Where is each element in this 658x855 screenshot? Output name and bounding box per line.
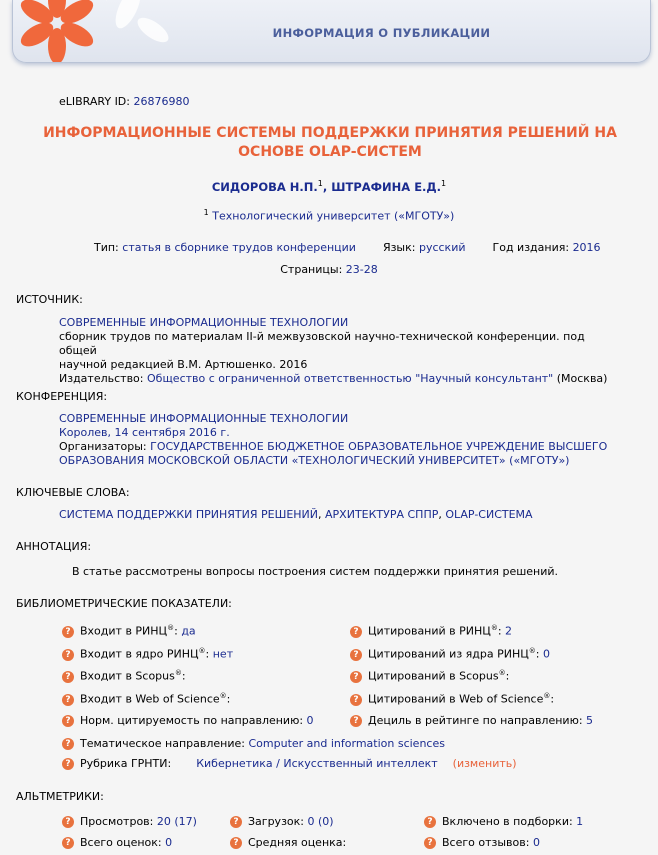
alt-reviews [424, 836, 540, 849]
publication-meta [94, 241, 601, 254]
collections-label: Включено в подборки: [442, 815, 573, 828]
organizers-label: Организаторы: [59, 440, 147, 453]
keyword-link[interactable]: АРХИТЕКТУРА СППР [325, 508, 439, 521]
elibrary-id [59, 95, 189, 108]
biblio-norm-label: Норм. цитируемость по направлению: [80, 714, 304, 727]
decile-label: Дециль в рейтинге по направлению: [368, 714, 583, 727]
publication-title-line1: ИНФОРМАЦИОННЫЕ СИСТЕМЫ ПОДДЕРЖКИ ПРИНЯТИЯ РЕШЕНИЙ НА [43, 125, 617, 141]
help-icon[interactable]: ? [62, 715, 74, 727]
author-affil-sup: 1 [317, 179, 323, 188]
conference-name-link[interactable]: СОВРЕМЕННЫЕ ИНФОРМАЦИОННЫЕ ТЕХНОЛОГИИ [59, 412, 349, 425]
organizer-link-line2[interactable]: ОБРАЗОВАНИЯ МОСКОВСКОЙ ОБЛАСТИ «ТЕХНОЛОГИЧЕСКИЙ УНИВЕРСИТЕТ» («МГОТУ») [59, 454, 570, 467]
language-label: Язык: [382, 241, 416, 254]
topic-label: Тематическое направление: [80, 737, 245, 750]
author-link[interactable]: ШТРАФИНА Е.Д. [331, 179, 442, 194]
views-value: 20 (17) [156, 815, 197, 828]
organizer-link[interactable]: ГОСУДАРСТВЕННОЕ БЮДЖЕТНОЕ ОБРАЗОВАТЕЛЬНОЕ УЧРЕЖДЕНИЕ ВЫСШЕГО [150, 440, 608, 453]
cit-wos-label: Цитирований в Web of Science [368, 692, 544, 706]
biblio-norm [62, 714, 314, 727]
altmetrics-heading: АЛЬТМЕТРИКИ: [16, 790, 104, 803]
keywords-list [59, 508, 619, 522]
publisher-link[interactable]: Общество с ограниченной ответственностью "Научный консультант" [147, 372, 554, 385]
avg-label: Средняя оценка: [248, 836, 347, 849]
help-icon[interactable]: ? [350, 694, 362, 706]
pages-value: 23-28 [345, 263, 378, 276]
reg-mark: ® [219, 692, 227, 700]
affiliation [0, 208, 658, 223]
keywords-heading: КЛЮЧЕВЫЕ СЛОВА: [16, 486, 130, 499]
grnti-label: Рубрика ГРНТИ: [80, 757, 172, 770]
affiliation-name: Технологический университет («МГОТУ») [212, 209, 455, 223]
help-icon[interactable]: ? [350, 649, 362, 661]
reviews-value: 0 [532, 836, 540, 849]
ratings-label: Всего оценок: [80, 836, 162, 849]
help-icon[interactable]: ? [424, 837, 436, 849]
authors: СИДОРОВА Н.П.$^1$, ШТРАФИНА Е.Д.$^1$ [211, 179, 447, 194]
views-label: Просмотров: [80, 815, 154, 828]
help-icon[interactable]: ? [230, 816, 242, 828]
biblio-cit-rinc: ? Цитирований в РИНЦ®: 2 [350, 624, 512, 638]
conference-block [59, 412, 619, 468]
biblio-rinc: ? Входит в РИНЦ®: да [62, 624, 196, 638]
language-value: русский [418, 241, 466, 254]
help-icon[interactable]: ? [62, 837, 74, 849]
alt-collections [424, 815, 583, 828]
help-icon[interactable]: ? [62, 649, 74, 661]
grnti-sep: / [276, 757, 280, 770]
pages [0, 263, 658, 276]
alt-downloads [230, 815, 334, 828]
decile-value: 5 [586, 714, 594, 727]
page-header [12, 0, 651, 63]
collections-value: 1 [576, 815, 584, 828]
alt-ratings [62, 836, 172, 849]
header-title: ИНФОРМАЦИЯ О ПУБЛИКАЦИИ [272, 26, 491, 40]
reg-mark: ® [498, 669, 506, 677]
reg-mark: ® [174, 669, 182, 677]
biblio-cit-scopus: ? Цитирований в Scopus®: [350, 669, 509, 683]
source-desc-line1: сборник трудов по материалам II-й межвузовской научно-технической конференции. под общей [59, 330, 585, 357]
source-name-link[interactable]: СОВРЕМЕННЫЕ ИНФОРМАЦИОННЫЕ ТЕХНОЛОГИИ [59, 316, 349, 329]
keyword-sep: , [318, 508, 326, 521]
help-icon[interactable]: ? [350, 715, 362, 727]
ratings-value: 0 [165, 836, 173, 849]
biblio-scopus-label: Входит в Scopus [80, 669, 175, 683]
source-block [59, 316, 619, 386]
source-desc-line2: научной редакцией В.М. Артюшенко. 2016 [59, 358, 308, 371]
publication-title-line2: ОСНОВЕ OLAP-СИСТЕМ [238, 144, 422, 160]
help-icon[interactable]: ? [230, 837, 242, 849]
reg-mark: ® [198, 647, 206, 655]
grnti-link[interactable]: Искусственный интеллект [283, 757, 438, 770]
downloads-value: 0 (0) [307, 815, 334, 828]
alt-views [62, 815, 197, 828]
conference-org [59, 440, 619, 454]
publication-title [40, 124, 620, 162]
publisher-label: Издательство: [59, 372, 144, 385]
year-label: Год издания: [492, 241, 570, 254]
reg-mark: ® [167, 624, 175, 632]
biblio-wos-label: Входит в Web of Science [80, 692, 220, 706]
source-publisher [59, 372, 619, 386]
help-icon[interactable]: ? [62, 738, 74, 750]
biblio-topic [62, 737, 445, 750]
keyword-sep: , [438, 508, 446, 521]
source-heading: ИСТОЧНИК: [16, 293, 83, 306]
reg-mark: ® [490, 624, 498, 632]
biblio-core-value: нет [212, 647, 234, 661]
year-value: 2016 [572, 241, 601, 254]
biblio-decile [350, 714, 593, 727]
conference-heading: КОНФЕРЕНЦИЯ: [16, 390, 108, 403]
affiliation-sup: 1 [203, 208, 209, 217]
change-close: ) [512, 757, 517, 770]
biblio-norm-value: 0 [306, 714, 314, 727]
pages-label: Страницы: [280, 263, 343, 276]
topic-value: Computer and information sciences [248, 737, 445, 750]
help-icon[interactable]: ? [62, 671, 74, 683]
biblio-cit-wos: ? Цитирований в Web of Science®: [350, 692, 554, 706]
change-open: ( [452, 757, 457, 770]
author-affil-sup: 1 [441, 179, 447, 188]
reg-mark: ® [543, 692, 551, 700]
help-icon[interactable]: ? [350, 671, 362, 683]
cit-core-value: 0 [542, 647, 550, 661]
publisher-city: (Москва) [556, 372, 608, 385]
conference-place-date: Королев, 14 сентября 2016 г. [59, 426, 230, 439]
cit-rinc-label: Цитирований в РИНЦ [368, 624, 491, 638]
keyword-link[interactable]: СИСТЕМА ПОДДЕРЖКИ ПРИНЯТИЯ РЕШЕНИЙ [59, 508, 319, 521]
biblio-wos: ? Входит в Web of Science®: [62, 692, 230, 706]
change-link[interactable]: изменить [456, 757, 513, 770]
biblio-rinc-label: Входит в РИНЦ [80, 624, 168, 638]
elibrary-id-value: 26876980 [133, 95, 190, 108]
downloads-label: Загрузок: [248, 815, 304, 828]
type-value: статья в сборнике трудов конференции [122, 241, 356, 254]
elibrary-id-label: eLIBRARY ID: [59, 95, 130, 108]
cit-scopus-label: Цитирований в Scopus [368, 669, 499, 683]
help-icon[interactable]: ? [62, 626, 74, 638]
help-icon[interactable]: ? [350, 626, 362, 638]
type-label: Тип: [94, 241, 119, 254]
annotation-text: В статье рассмотрены вопросы построения систем поддержки принятия решений. [71, 565, 559, 578]
help-icon[interactable]: ? [62, 694, 74, 706]
cit-core-label: Цитирований из ядра РИНЦ [368, 647, 529, 661]
help-icon[interactable]: ? [424, 816, 436, 828]
reviews-label: Всего отзывов: [442, 836, 530, 849]
alt-avg [230, 836, 346, 849]
reg-mark: ® [528, 647, 536, 655]
biblio-heading: БИБЛИОМЕТРИЧЕСКИЕ ПОКАЗАТЕЛИ: [16, 597, 232, 610]
author-link[interactable]: СИДОРОВА Н.П. [211, 179, 318, 194]
keyword-link[interactable]: OLAP-СИСТЕМА [445, 508, 533, 521]
biblio-rinc-value: да [181, 624, 196, 638]
biblio-core: ? Входит в ядро РИНЦ®: нет [62, 647, 233, 661]
biblio-cit-core: ? Цитирований из ядра РИНЦ®: 0 [350, 647, 550, 661]
biblio-grnti [62, 757, 517, 770]
cit-rinc-value[interactable]: 2 [505, 624, 513, 638]
annotation-heading: АННОТАЦИЯ: [16, 540, 92, 553]
help-icon[interactable]: ? [62, 758, 74, 770]
biblio-core-label: Входит в ядро РИНЦ [80, 647, 199, 661]
help-icon[interactable]: ? [62, 816, 74, 828]
biblio-scopus: ? Входит в Scopus®: [62, 669, 186, 683]
grnti-link[interactable]: Кибернетика [196, 757, 273, 770]
